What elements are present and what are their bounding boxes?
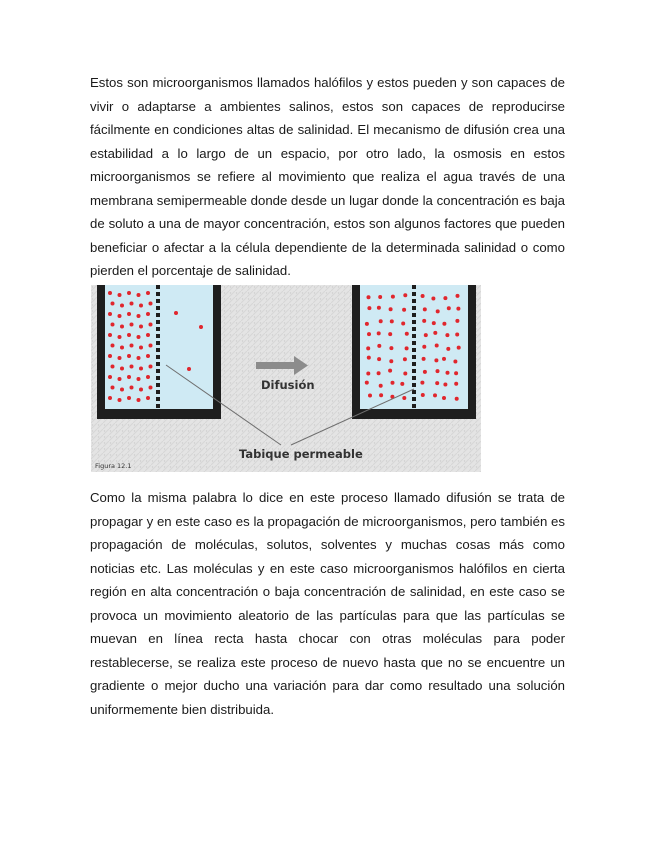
particle xyxy=(120,304,124,308)
particle xyxy=(367,306,371,310)
particle xyxy=(108,312,112,316)
particle xyxy=(435,344,439,348)
particle xyxy=(389,359,393,363)
particle xyxy=(367,356,371,360)
paragraph-intro: Estos son microorganismos llamados halófilos y estos pueden y son capaces de vivir o adaptarse a ambientes salinos, estos son capaces de reproducirse fácilmente en condiciones altas de salinidad. El mecanismo de difusión crea una estabilidad a lo largo de un espacio, por otro lado, la osmosis en estos microorganismos se refiere al movimiento que realiza el agua través de una membrana semipermeable donde desde un lugar donde la concentración es baja de soluto a una de mayor concentración, estos son algunos factores que pueden beneficiar o afectar a la célula dependiente de la determinada salinidad o como pierden el porcentaje de salinidad. xyxy=(90,75,565,278)
particle xyxy=(379,384,383,388)
particle xyxy=(377,371,381,375)
particle xyxy=(118,356,122,360)
particle xyxy=(139,325,143,329)
particle xyxy=(367,332,371,336)
particle xyxy=(454,371,458,375)
particle xyxy=(434,358,438,362)
particle xyxy=(442,322,446,326)
particle xyxy=(137,398,141,402)
particle xyxy=(139,388,143,392)
membrane-label: Tabique permeable xyxy=(239,447,363,461)
figure-caption: Figura 12.1 xyxy=(95,462,132,470)
particle xyxy=(130,323,134,327)
particle xyxy=(118,377,122,381)
particle xyxy=(118,335,122,339)
paragraph-diffusion: Como la misma palabra lo dice en este proceso llamado difusión se trata de propagar y en este caso es la propagación de microorganismos, pero también es propagación de moléculas, solutos, solventes y muchas cosas más como noticias etc. Las moléculas y en este caso microorganismos halófilos en cierta región en alta concentración o baja concentración de salinidad, en este caso se provoca un movimiento aleatorio de las partículas para que las partículas se muevan en línea recta hasta chocar con otras moléculas para poder restablecerse, se realiza este proceso de nuevo hasta que no se encuentre un gradiente o mejor ducho una variación para dar como resultado una solución uniformemente bien distribuida. xyxy=(90,490,565,717)
particle xyxy=(377,306,381,310)
diffusion-figure xyxy=(91,285,481,472)
particle xyxy=(199,325,203,329)
container-wall-left xyxy=(352,285,360,419)
particle xyxy=(118,398,122,402)
container-after xyxy=(352,285,476,419)
particle xyxy=(120,346,124,350)
particle xyxy=(455,333,459,337)
particle xyxy=(130,386,134,390)
arrow-label: Difusión xyxy=(261,378,315,392)
particle xyxy=(127,354,131,358)
particle xyxy=(442,357,446,361)
container-wall-left xyxy=(97,285,105,419)
particle xyxy=(108,333,112,337)
particle xyxy=(118,293,122,297)
particle xyxy=(367,295,371,299)
particle xyxy=(442,396,446,400)
particle xyxy=(443,383,447,387)
particle xyxy=(120,325,124,329)
particle xyxy=(390,319,394,323)
particle xyxy=(456,307,460,311)
particle xyxy=(421,294,425,298)
particle xyxy=(139,346,143,350)
particle xyxy=(111,302,115,306)
particle xyxy=(403,293,407,297)
particle xyxy=(108,396,112,400)
particle xyxy=(137,377,141,381)
particle xyxy=(389,346,393,350)
particle xyxy=(456,294,460,298)
particle xyxy=(111,323,115,327)
particle xyxy=(422,319,426,323)
particle xyxy=(139,304,143,308)
particle xyxy=(389,307,393,311)
particle xyxy=(149,344,153,348)
particle xyxy=(424,333,428,337)
particle xyxy=(130,344,134,348)
particle xyxy=(379,393,383,397)
container-wall-right xyxy=(468,285,476,419)
particle xyxy=(391,381,395,385)
particle xyxy=(455,319,459,323)
particle xyxy=(149,386,153,390)
particle xyxy=(435,381,439,385)
particle xyxy=(365,381,369,385)
particle xyxy=(130,302,134,306)
particle xyxy=(454,382,458,386)
particle xyxy=(146,312,150,316)
particle xyxy=(378,295,382,299)
particle xyxy=(120,367,124,371)
particle xyxy=(108,375,112,379)
particle xyxy=(421,393,425,397)
particle xyxy=(453,360,457,364)
particle xyxy=(146,291,150,295)
particle xyxy=(146,396,150,400)
particle xyxy=(187,367,191,371)
particle xyxy=(377,357,381,361)
particle xyxy=(445,333,449,337)
particle xyxy=(432,321,436,325)
particle xyxy=(108,291,112,295)
container-floor xyxy=(97,409,221,419)
particle xyxy=(130,365,134,369)
particle xyxy=(377,344,381,348)
particle xyxy=(127,375,131,379)
particle xyxy=(127,291,131,295)
particle xyxy=(446,371,450,375)
particle xyxy=(137,293,141,297)
particle xyxy=(446,347,450,351)
particle xyxy=(146,333,150,337)
particle xyxy=(365,322,369,326)
particle xyxy=(377,331,381,335)
container-floor xyxy=(352,409,476,419)
particle xyxy=(400,382,404,386)
particle xyxy=(422,357,426,361)
particle xyxy=(403,372,407,376)
particle xyxy=(388,369,392,373)
particle xyxy=(127,312,131,316)
particle xyxy=(447,306,451,310)
particle xyxy=(146,354,150,358)
particle xyxy=(433,331,437,335)
particle xyxy=(368,394,372,398)
particle xyxy=(379,319,383,323)
particle xyxy=(455,397,459,401)
particle xyxy=(137,335,141,339)
particle xyxy=(420,381,424,385)
particle xyxy=(443,296,447,300)
particle xyxy=(149,302,153,306)
particle xyxy=(405,346,409,350)
particle xyxy=(118,314,122,318)
particle xyxy=(127,333,131,337)
particle xyxy=(457,346,461,350)
particle xyxy=(174,311,178,315)
particle xyxy=(127,396,131,400)
particle xyxy=(431,297,435,301)
particle xyxy=(146,375,150,379)
particle xyxy=(403,357,407,361)
particle xyxy=(137,314,141,318)
particle xyxy=(111,365,115,369)
particle xyxy=(436,369,440,373)
particle xyxy=(391,295,395,299)
particle xyxy=(423,307,427,311)
particle xyxy=(366,372,370,376)
particle xyxy=(401,322,405,326)
particle xyxy=(139,367,143,371)
particle xyxy=(423,370,427,374)
particle xyxy=(422,345,426,349)
particle xyxy=(108,354,112,358)
particle xyxy=(402,396,406,400)
particle xyxy=(149,323,153,327)
particle xyxy=(388,332,392,336)
particle xyxy=(366,346,370,350)
particle xyxy=(111,344,115,348)
particle xyxy=(137,356,141,360)
particle xyxy=(405,332,409,336)
particle xyxy=(149,365,153,369)
particle xyxy=(433,393,437,397)
container-before xyxy=(97,285,221,419)
particle xyxy=(436,309,440,313)
particle xyxy=(402,308,406,312)
particle xyxy=(120,388,124,392)
particle xyxy=(111,386,115,390)
